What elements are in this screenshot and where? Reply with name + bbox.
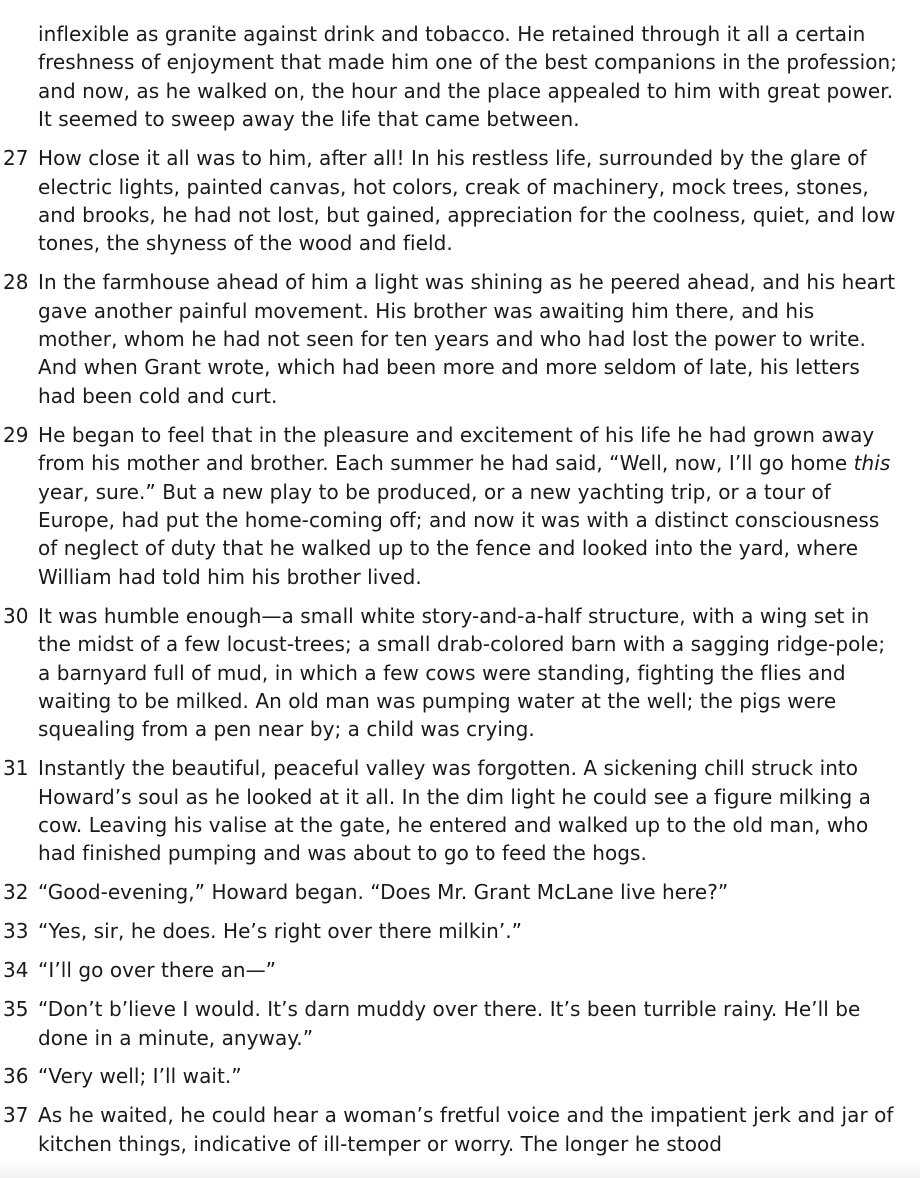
paragraph-continued [0,20,920,134]
paragraph-number: 33 [3,919,29,944]
paragraph-text: inflexible as granite against drink and tobacco. He retained through it all a certain freshness of enjoyment that made him one of the best companions in the profession; and now, as he walked on, the hour and the place appealed to him with great power. It seemed to sweep away the life that came between. [38,22,898,132]
paragraph-text: How close it all was to him, after all! In his restless life, surrounded by the glare of electric lights, painted canvas, hot colors, creak of machinery, mock trees, stones, and brooks, he had not lost, but gained, appreciation for the coolness, quiet, and low tones, the shyness of the wood and field. [38,146,896,256]
paragraph-28 [0,268,920,410]
paragraph-number: 32 [3,880,29,905]
paragraph-text: It was humble enough—a small white story-and-a-half structure, with a wing set in the midst of a few locust-trees; a small drab-colored barn with a sagging ridge-pole; a barnyard full of mud, in which a few cows were standing, fighting the flies and waiting to be milked. An old man was pumping water at the well; the pigs were squealing from a pen near by; a child was crying. [38,603,886,742]
page-bottom-shade [0,1162,920,1178]
paragraph-31 [0,754,920,868]
paragraph-number: 27 [3,146,29,171]
paragraph-36 [0,1062,920,1090]
paragraph-text: As he waited, he could hear a woman’s fretful voice and the impatient jerk and jar of kitchen things, indicative of ill-temper or worry. The longer he stood [38,1103,894,1156]
paragraph-text: Instantly the beautiful, peaceful valley was forgotten. A sickening chill struck into Howard’s soul as he looked at it all. In the dim light he could see a figure milking a cow. Leaving his valise at the gate, he entered and walked up to the old man, who had finished pumping and was about to go to feed the hogs. [38,756,871,866]
paragraph-emphasis: this [853,451,891,476]
paragraph-29 [0,421,920,591]
paragraph-text: In the farmhouse ahead of him a light was shining as he peered ahead, and his heart gave another painful movement. His brother was awaiting him there, and his mother, whom he had not seen for ten years and who had lost the power to write. And when Grant wrote, which had been more and more seldom of late, his letters had been cold and curt. [38,270,896,408]
paragraph-number: 37 [3,1103,29,1128]
paragraph-27 [0,144,920,258]
paragraph-30 [0,602,920,744]
paragraph-number: 31 [3,756,29,781]
paragraph-text: “I’ll go over there an—” [38,958,277,983]
paragraph-number: 35 [3,997,29,1022]
paragraph-number: 36 [3,1064,29,1089]
paragraph-text-after: year, sure.” But a new play to be produced, or a new yachting trip, or a tour of Europe, had put the home-coming off; and now it was with a distinct consciousness of neglect of duty that he walked up to the fence and looked into the yard, where William had told him his brother lived. [38,479,880,589]
paragraph-number: 28 [3,270,29,295]
paragraph-34 [0,956,920,984]
paragraph-text-before: He began to feel that in the pleasure and excitement of his life he had grown away from his mother and brother. Each summer he had said, “Well, now, I’ll go home [38,422,875,476]
paragraph-32 [0,878,920,906]
paragraph-text: “Very well; I’ll wait.” [38,1064,242,1089]
paragraph-text: “Yes, sir, he does. He’s right over there milkin’.” [38,919,523,944]
document-page [0,20,920,1169]
paragraph-number: 34 [3,958,29,983]
paragraph-37 [0,1101,920,1158]
paragraph-number: 30 [3,603,29,628]
paragraph-35 [0,995,920,1052]
paragraph-text: “Good-evening,” Howard began. “Does Mr. Grant McLane live here?” [38,880,729,905]
paragraph-text: “Don’t b’lieve I would. It’s darn muddy over there. It’s been turrible rainy. He’ll be done in a minute, anyway.” [38,997,861,1050]
paragraph-number: 29 [3,422,29,447]
paragraph-33 [0,917,920,945]
